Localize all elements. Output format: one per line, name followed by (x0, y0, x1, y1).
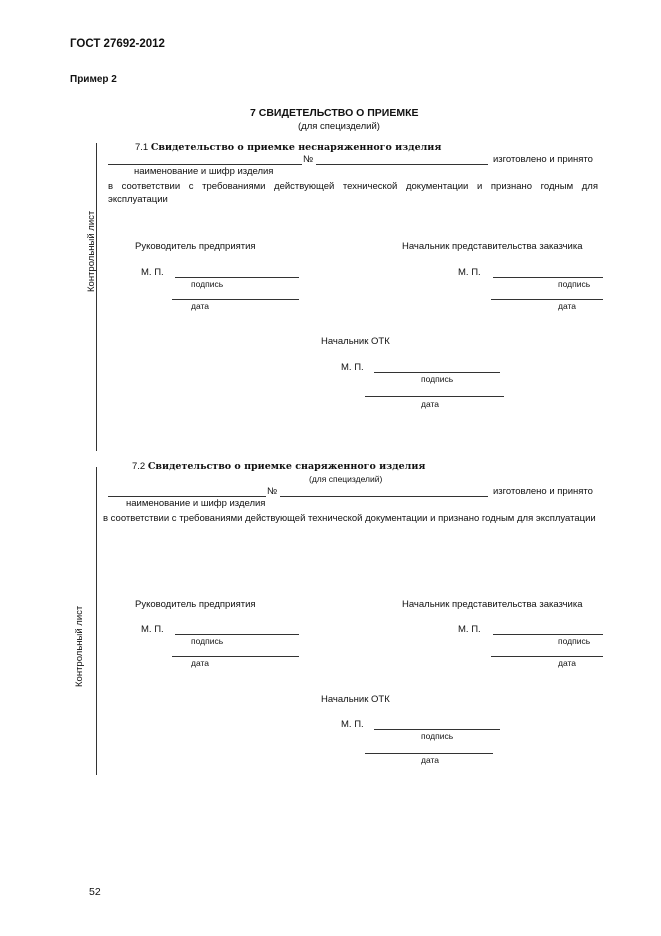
s2-signature-line-left[interactable] (175, 634, 299, 635)
s1-number-line[interactable] (316, 164, 488, 165)
s1-mp-left: М. П. (141, 267, 164, 278)
s2-date-caption-right: дата (558, 658, 577, 668)
s2-signature-line-right[interactable] (493, 634, 603, 635)
s1-date-caption-left: дата (191, 301, 210, 311)
title-note: (для специзделий) (298, 121, 380, 132)
s2-made-accepted: изготовлено и принято (493, 486, 593, 497)
s1-signature-line-left[interactable] (175, 277, 299, 278)
s1-date-line-center[interactable] (365, 396, 504, 397)
s1-signature-caption-right: подпись (558, 279, 591, 289)
s2-mp-center: М. П. (341, 719, 364, 730)
s1-mp-right: М. П. (458, 267, 481, 278)
s2-customer-rep: Начальник представительства заказчика (402, 599, 583, 610)
s2-head-enterprise: Руководитель предприятия (135, 599, 256, 610)
s2-heading: 7.2 Свидетельство о приемке снаряженного изделия (132, 461, 426, 472)
example-label: Пример 2 (70, 74, 117, 85)
control-sheet-label-2: Контрольный лист (74, 605, 85, 687)
s2-date-caption-center: дата (421, 755, 440, 765)
s2-signature-line-center[interactable] (374, 729, 500, 730)
s2-note: (для специзделий) (309, 474, 383, 484)
s1-date-caption-center: дата (421, 399, 440, 409)
s2-date-line-left[interactable] (172, 656, 299, 657)
s2-body-text: в соответствии с требованиями действующей технической документации и признано годным для эксплуатации (103, 513, 596, 524)
s2-number-mark: № (267, 486, 278, 497)
s1-signature-line-center[interactable] (374, 372, 500, 373)
s1-heading: 7.1 Свидетельство о приемке неснаряженного изделия (135, 142, 442, 153)
s1-date-line-right[interactable] (491, 299, 603, 300)
s1-number-mark: № (303, 154, 314, 165)
s1-customer-rep: Начальник представительства заказчика (402, 241, 583, 252)
s2-mp-left: М. П. (141, 624, 164, 635)
control-sheet-border (96, 143, 97, 451)
s2-mp-right: М. П. (458, 624, 481, 635)
s2-date-line-right[interactable] (491, 656, 603, 657)
s1-signature-line-right[interactable] (493, 277, 603, 278)
s2-signature-caption-center: подпись (421, 731, 454, 741)
s2-date-line-center[interactable] (365, 753, 493, 754)
s1-mp-center: М. П. (341, 362, 364, 373)
s1-date-line-left[interactable] (172, 299, 299, 300)
s2-signature-caption-left: подпись (191, 636, 224, 646)
s2-number-line[interactable] (280, 496, 488, 497)
page-title: 7 СВИДЕТЕЛЬСТВО О ПРИЕМКЕ (250, 107, 419, 119)
control-sheet-border-2 (96, 467, 97, 775)
s1-signature-caption-center: подпись (421, 374, 454, 384)
s2-date-caption-left: дата (191, 658, 210, 668)
page-number: 52 (89, 886, 101, 898)
s2-name-line[interactable] (108, 496, 266, 497)
control-sheet-label: Контрольный лист (86, 210, 97, 292)
s1-made-accepted: изготовлено и принято (493, 154, 593, 165)
s2-name-cipher-caption: наименование и шифр изделия (126, 498, 266, 509)
s2-signature-caption-right: подпись (558, 636, 591, 646)
s2-otk-head: Начальник ОТК (321, 694, 390, 705)
s1-otk-head: Начальник ОТК (321, 336, 390, 347)
s1-name-line[interactable] (108, 164, 302, 165)
s1-head-enterprise: Руководитель предприятия (135, 241, 256, 252)
standard-code: ГОСТ 27692-2012 (70, 38, 165, 50)
s1-signature-caption-left: подпись (191, 279, 224, 289)
s1-body-text: в соответствии с требованиями действующей технической документации и признано годным для эксплуатации (108, 181, 598, 205)
s1-date-caption-right: дата (558, 301, 577, 311)
s1-name-cipher-caption: наименование и шифр изделия (134, 166, 274, 177)
